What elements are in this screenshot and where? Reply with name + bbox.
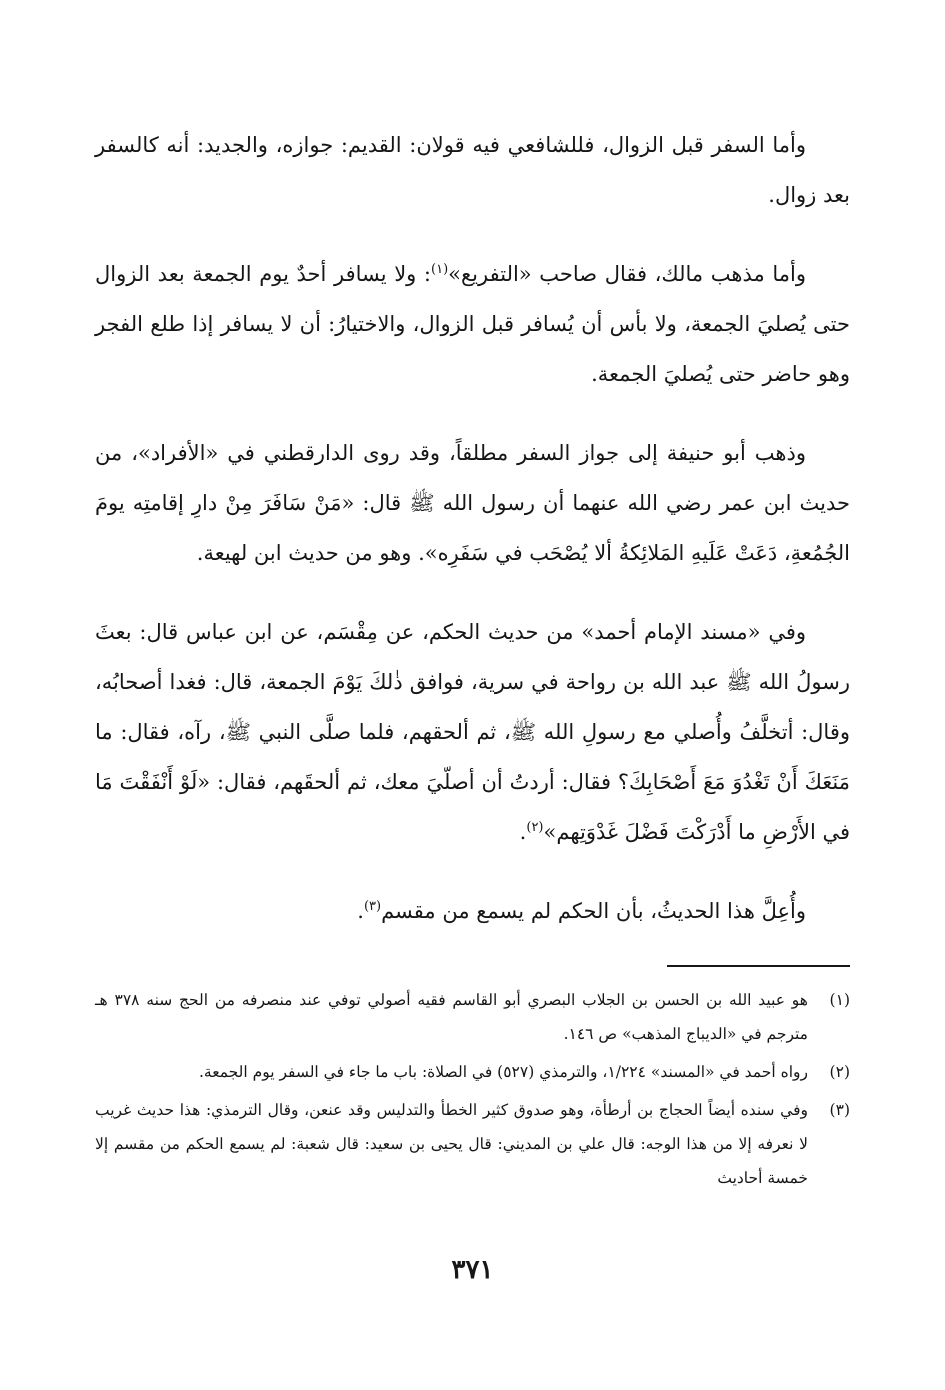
- footnote-3: [95, 1093, 850, 1195]
- footnote-number: (٢): [829, 1063, 850, 1081]
- footnotes-block: [95, 983, 850, 1199]
- footnote-ref-3: (٣): [363, 899, 382, 914]
- paragraph-5: [95, 886, 850, 936]
- paragraph-2-text-end: : ولا يسافر أحدٌ يوم الجمعة بعد الزوال حتى يُصليَ الجمعة، ولا بأس أن يُسافر قبل الزوال، والاختيارُ: أن لا يسافر إذا طلع الفجر وهو حاضر حتى يُصليَ الجمعة.: [95, 262, 850, 386]
- footnote-separator: [667, 965, 850, 967]
- paragraph-3-text: وذهب أبو حنيفة إلى جواز السفر مطلقاً، وقد روى الدارقطني في «الأفراد»، من حديث ابن عمر رضي الله عنهما أن رسول الله ﷺ قال: «مَنْ سَافَرَ مِنْ دارِ إقامتِه يومَ الجُمُعةِ، دَعَتْ عَلَيهِ المَلائِكةُ ألا يُصْحَب في سَفَرِه». وهو من حديث ابن لهيعة.: [95, 441, 850, 565]
- footnote-2: [95, 1055, 850, 1089]
- footnote-ref-2: (٢): [526, 820, 544, 835]
- footnote-text: وفي سنده أيضاً الحجاج بن أرطأة، وهو صدوق كثير الخطأ والتدليس وقد عنعن، وقال الترمذي: هذا حديث غريب لا نعرفه إلا من هذا الوجه: قال علي بن المديني: قال يحيى بن سعيد: قال شعبة: لم يسمع الحكم من مقسم إلا خمسة أحاديث: [95, 1101, 808, 1187]
- paragraph-1: [95, 120, 850, 220]
- paragraph-4: [95, 607, 850, 857]
- footnote-text: رواه أحمد في «المسند» ١/٢٢٤، والترمذي (٥٢٧) في الصلاة: باب ما جاء في السفر يوم الجمعة.: [199, 1063, 808, 1081]
- paragraph-2: [95, 249, 850, 399]
- footnote-number: (٣): [829, 1101, 850, 1119]
- paragraph-4-text-start: وفي «مسند الإمام أحمد» من حديث الحكم، عن مِقْسَم، عن ابن عباس قال: بعثَ رسولُ الله ﷺ عبد الله بن رواحة في سرية، فوافق ذٰلكَ يَوْمَ الجمعة، قال: فغدا أصحابُه، وقال: أتخلَّفُ وأُصلي مع رسولِ الله ﷺ، ثم ألحقهم، فلما صلَّى النبي ﷺ، رآه، فقال: ما مَنَعَكَ أَنْ تَغْدُوَ مَعَ أَصْحَابِكَ؟ فقال: أردتُ أن أصلّيَ معك، ثم ألحقَهم، فقال: «لَوْ أَنْفَقْتَ مَا في الأَرْضِ ما أَدْرَكْتَ فَضْلَ غَدْوَتِهم»: [95, 620, 850, 844]
- footnote-1: [95, 983, 850, 1051]
- paragraph-5-text-end: .: [357, 899, 364, 923]
- main-text-block: [95, 120, 850, 936]
- paragraph-4-text-end: .: [519, 820, 527, 844]
- footnote-text: هو عبيد الله بن الحسن بن الجلاب البصري أبو القاسم فقيه أصولي توفي عند منصرفه من الحج سنه ٣٧٨ هـ مترجم في «الديباج المذهب» ص ١٤٦.: [95, 991, 808, 1043]
- page-number: ٣٧١: [451, 1255, 494, 1285]
- paragraph-1-text: وأما السفر قبل الزوال، فللشافعي فيه قولان: القديم: جوازه، والجديد: أنه كالسفر بعد زوال.: [95, 133, 850, 207]
- footnote-number: (١): [829, 991, 850, 1009]
- paragraph-5-text-start: وأُعِلَّ هذا الحديثُ، بأن الحكم لم يسمع من مقسم: [381, 899, 806, 923]
- paragraph-2-text-start: وأما مذهب مالك، فقال صاحب «التفريع»: [448, 262, 806, 286]
- footnote-ref-1: (١): [431, 262, 449, 277]
- paragraph-3: [95, 428, 850, 578]
